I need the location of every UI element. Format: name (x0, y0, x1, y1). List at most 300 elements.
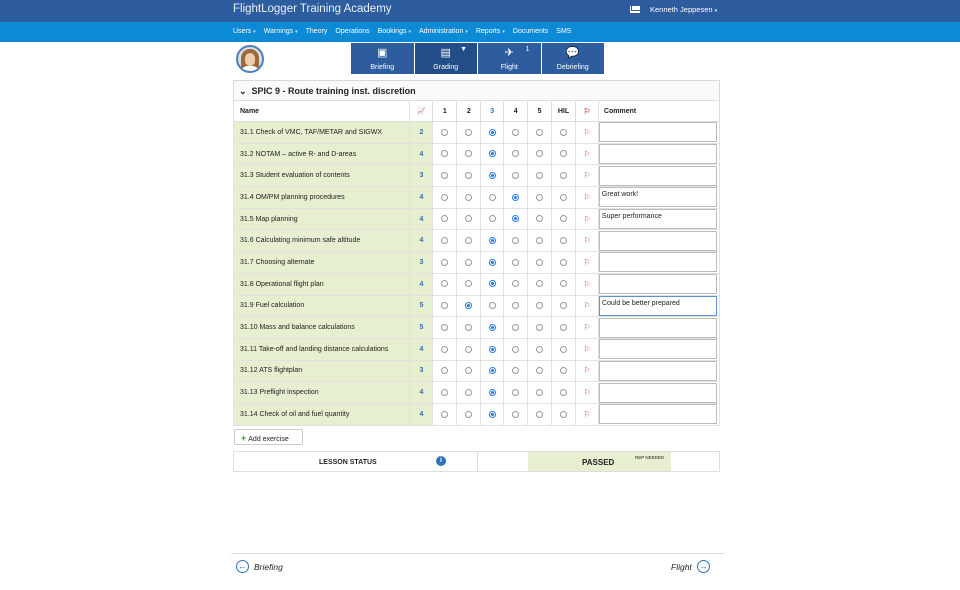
top-bar (0, 0, 960, 22)
comment-input[interactable]: Could be better prepared (599, 296, 717, 316)
hil-cell (552, 143, 576, 165)
comment-cell (598, 208, 719, 230)
table-row (234, 230, 720, 252)
grade-1-cell (433, 187, 457, 209)
hil-cell (552, 317, 576, 339)
grade-4-cell (504, 230, 528, 252)
flag-icon[interactable]: ⚐ (583, 279, 591, 289)
hil-cell (552, 403, 576, 425)
step-label: Debriefing (556, 64, 589, 71)
col-grade-2: 2 (457, 101, 481, 122)
status-passed[interactable] (528, 452, 671, 471)
chart-icon: 📈 (417, 108, 426, 115)
col-grade-3: 3 (481, 101, 504, 122)
table-row (234, 360, 720, 382)
lesson-status-label: LESSON STATUS (319, 459, 377, 466)
grade-1-radio[interactable] (441, 411, 448, 418)
grade-2-cell (457, 187, 481, 209)
grade-4-cell (504, 382, 528, 404)
flag-icon[interactable]: ⚐ (583, 409, 591, 419)
grade-4-radio[interactable] (512, 215, 519, 222)
comment-input[interactable] (599, 383, 717, 403)
chevron-down-icon: ▾ (502, 29, 505, 35)
grade-2-cell (457, 208, 481, 230)
grade-4-radio[interactable] (512, 150, 519, 157)
col-hil: HIL (552, 101, 576, 122)
nav-documents[interactable]: Documents (512, 28, 549, 35)
col-grade-5: 5 (528, 101, 552, 122)
comment-cell (598, 165, 719, 187)
hil-cell (552, 122, 576, 144)
grade-1-cell (433, 360, 457, 382)
grade-5-radio[interactable] (536, 411, 543, 418)
arrow-left-icon: ← (238, 561, 247, 571)
grade-2-radio[interactable] (465, 411, 472, 418)
lesson-status-bar (233, 451, 720, 472)
grade-3-radio[interactable] (489, 302, 496, 309)
grade-3-radio[interactable] (489, 346, 496, 353)
grade-2-radio[interactable] (465, 129, 472, 136)
hil-cell (552, 187, 576, 209)
grade-5-radio[interactable] (536, 324, 543, 331)
nav-operations[interactable]: Operations (335, 28, 370, 35)
step-label: Flight (500, 64, 518, 71)
exercise-name: 31.6 Calculating minimum safe altitude (234, 230, 410, 252)
grade-2-radio[interactable] (465, 302, 472, 309)
flag-cell (575, 338, 598, 360)
hil-radio[interactable] (560, 346, 567, 353)
comment-input[interactable]: Super performance (599, 209, 717, 229)
grade-3-cell (481, 143, 504, 165)
grade-5-cell (528, 143, 552, 165)
grade-4-cell (504, 273, 528, 295)
flight-count-badge: 1 (525, 46, 530, 53)
grade-3-radio[interactable] (489, 411, 496, 418)
grade-3-radio[interactable] (489, 129, 496, 136)
grade-2-cell (457, 295, 481, 317)
table-row (234, 273, 720, 295)
prev-briefing-link[interactable] (236, 560, 283, 573)
table-row (234, 165, 720, 187)
exercise-name: 31.12 ATS flightplan (234, 360, 410, 382)
flag-cell (575, 360, 598, 382)
grade-4-cell (504, 295, 528, 317)
grade-1-radio[interactable] (441, 172, 448, 179)
col-name: Name (234, 101, 410, 122)
table-row (234, 252, 720, 274)
grade-3-cell (481, 273, 504, 295)
flag-icon[interactable]: ⚐ (583, 323, 591, 333)
user-menu[interactable] (650, 5, 717, 14)
table-row (234, 208, 720, 230)
grade-4-cell (504, 338, 528, 360)
comment-input[interactable] (599, 318, 717, 338)
grade-4-radio[interactable] (512, 389, 519, 396)
grade-1-cell (433, 338, 457, 360)
flag-cell (575, 403, 598, 425)
grade-4-radio[interactable] (512, 172, 519, 179)
grade-5-cell (528, 122, 552, 144)
grade-4-cell (504, 252, 528, 274)
hil-radio[interactable] (560, 194, 567, 201)
step-label: Grading (433, 64, 459, 71)
grade-3-cell (481, 165, 504, 187)
hil-cell (552, 295, 576, 317)
average-grade: 3 (410, 165, 433, 187)
grade-5-radio[interactable] (536, 367, 543, 374)
hil-radio[interactable] (560, 411, 567, 418)
grade-2-cell (457, 165, 481, 187)
hil-cell (552, 382, 576, 404)
comment-input[interactable] (599, 339, 717, 359)
comment-cell (598, 252, 719, 274)
add-exercise-button[interactable] (234, 429, 303, 445)
grade-3-cell (481, 317, 504, 339)
grade-5-radio[interactable] (536, 172, 543, 179)
average-grade: 4 (410, 338, 433, 360)
flag-icon[interactable]: ⚐ (583, 388, 591, 398)
grade-5-radio[interactable] (536, 389, 543, 396)
exercise-name: 31.7 Choosing alternate (234, 252, 410, 274)
grade-2-cell (457, 252, 481, 274)
grade-4-cell (504, 143, 528, 165)
grade-5-radio[interactable] (536, 237, 543, 244)
comment-input[interactable] (599, 166, 717, 186)
grade-4-cell (504, 165, 528, 187)
grade-3-radio[interactable] (489, 259, 496, 266)
grade-4-cell (504, 403, 528, 425)
grade-5-radio[interactable] (536, 280, 543, 287)
exercise-name: 31.2 NOTAM – active R- and D-areas (234, 143, 410, 165)
lesson-steps (351, 43, 604, 74)
grade-2-radio[interactable] (465, 215, 472, 222)
nav-theory[interactable]: Theory (305, 28, 328, 35)
grade-1-cell (433, 122, 457, 144)
nav-administration[interactable]: Administration ▾ (418, 28, 468, 35)
grade-1-radio[interactable] (441, 129, 448, 136)
flag-cell (575, 382, 598, 404)
average-grade: 4 (410, 403, 433, 425)
comment-input[interactable] (599, 144, 717, 164)
exercise-name: 31.10 Mass and balance calculations (234, 317, 410, 339)
grade-3-radio[interactable] (489, 280, 496, 287)
step-label: Briefing (370, 64, 395, 71)
chevron-down-icon: ▾ (295, 29, 298, 35)
exercise-name: 31.13 Preflight inspection (234, 382, 410, 404)
grade-1-radio[interactable] (441, 194, 448, 201)
hil-radio[interactable] (560, 259, 567, 266)
step-debriefing[interactable] (542, 43, 605, 74)
hil-cell (552, 360, 576, 382)
grade-4-radio[interactable] (512, 237, 519, 244)
grade-3-radio[interactable] (489, 172, 496, 179)
grade-3-radio[interactable] (489, 194, 496, 201)
table-row (234, 338, 720, 360)
table-row (234, 295, 720, 317)
grade-2-radio[interactable] (465, 150, 472, 157)
exercise-name: 31.1 Check of VMC, TAF/METAR and SIGWX (234, 122, 410, 144)
grade-4-radio[interactable] (512, 259, 519, 266)
grade-2-cell (457, 122, 481, 144)
comment-input[interactable] (599, 231, 717, 251)
grade-2-radio[interactable] (465, 259, 472, 266)
grade-5-radio[interactable] (536, 346, 543, 353)
nav-sms[interactable]: SMS (556, 28, 572, 35)
average-grade: 4 (410, 208, 433, 230)
grade-1-radio[interactable] (441, 324, 448, 331)
flag-cell (575, 230, 598, 252)
flag-icon[interactable]: ⚐ (583, 214, 591, 224)
table-row (234, 317, 720, 339)
status-note: REP NEEDED (635, 455, 665, 460)
grade-4-cell (504, 317, 528, 339)
grade-2-radio[interactable] (465, 237, 472, 244)
grade-2-cell (457, 382, 481, 404)
hil-cell (552, 165, 576, 187)
lesson-header[interactable] (233, 80, 720, 100)
comment-input[interactable] (599, 252, 717, 272)
average-grade: 3 (410, 252, 433, 274)
exercise-name: 31.11 Take-off and landing distance calculations (234, 338, 410, 360)
grade-3-cell (481, 208, 504, 230)
comment-cell (598, 187, 719, 209)
grade-2-cell (457, 338, 481, 360)
comment-cell (598, 317, 719, 339)
briefing-icon: ▣ (377, 47, 388, 59)
grade-4-radio[interactable] (512, 367, 519, 374)
app-title: FlightLogger Training Academy (233, 3, 392, 15)
grade-5-cell (528, 273, 552, 295)
grade-4-radio[interactable] (512, 302, 519, 309)
grade-5-cell (528, 338, 552, 360)
flag-icon[interactable]: ⚐ (583, 257, 591, 267)
grade-2-cell (457, 143, 481, 165)
flag-cell (575, 208, 598, 230)
comment-input[interactable] (599, 274, 717, 294)
nav-reports[interactable]: Reports ▾ (475, 28, 505, 35)
comment-input[interactable] (599, 361, 717, 381)
grade-4-radio[interactable] (512, 280, 519, 287)
hil-radio[interactable] (560, 172, 567, 179)
hil-cell (552, 273, 576, 295)
grade-1-cell (433, 295, 457, 317)
grade-1-radio[interactable] (441, 150, 448, 157)
prev-label: Briefing (254, 561, 283, 572)
grade-1-radio[interactable] (441, 215, 448, 222)
grade-1-radio[interactable] (441, 302, 448, 309)
grade-2-radio[interactable] (465, 194, 472, 201)
grade-3-cell (481, 187, 504, 209)
hil-radio[interactable] (560, 302, 567, 309)
grade-4-radio[interactable] (512, 324, 519, 331)
grade-1-cell (433, 317, 457, 339)
grade-5-radio[interactable] (536, 215, 543, 222)
hil-radio[interactable] (560, 280, 567, 287)
grade-1-cell (433, 403, 457, 425)
grade-4-cell (504, 122, 528, 144)
grade-5-cell (528, 208, 552, 230)
flag-icon[interactable]: ⚐ (583, 171, 591, 181)
step-flight[interactable] (478, 43, 542, 74)
grade-1-cell (433, 273, 457, 295)
average-grade: 5 (410, 295, 433, 317)
exercise-name: 31.4 OM/PM planning procedures (234, 187, 410, 209)
average-grade: 5 (410, 317, 433, 339)
grade-5-cell (528, 317, 552, 339)
grade-4-radio[interactable] (512, 346, 519, 353)
hil-radio[interactable] (560, 129, 567, 136)
comment-cell (598, 338, 719, 360)
grade-1-cell (433, 143, 457, 165)
grade-2-radio[interactable] (465, 367, 472, 374)
filter-icon[interactable]: ▼ (460, 46, 467, 53)
grade-3-cell (481, 122, 504, 144)
nav-bookings[interactable]: Bookings ▾ (377, 28, 411, 35)
grade-2-cell (457, 317, 481, 339)
envelope-icon[interactable] (630, 6, 640, 13)
flag-icon[interactable]: ⚐ (583, 192, 591, 202)
nav-warnings[interactable]: Warnings ▾ (263, 28, 298, 35)
grade-1-radio[interactable] (441, 346, 448, 353)
next-flight-link[interactable] (671, 560, 710, 573)
lesson-card (233, 80, 720, 426)
exercise-name: 31.9 Fuel calculation (234, 295, 410, 317)
hil-radio[interactable] (560, 367, 567, 374)
comment-input[interactable]: Great work! (599, 187, 717, 207)
main-nav (0, 22, 960, 42)
table-row (234, 382, 720, 404)
comment-cell (598, 230, 719, 252)
flag-icon[interactable]: ⚐ (583, 127, 591, 137)
grade-3-radio[interactable] (489, 367, 496, 374)
grade-5-cell (528, 252, 552, 274)
comment-input[interactable] (599, 404, 717, 424)
hil-radio[interactable] (560, 215, 567, 222)
hil-cell (552, 230, 576, 252)
grade-4-radio[interactable] (512, 194, 519, 201)
grade-2-radio[interactable] (465, 172, 472, 179)
grade-3-cell (481, 382, 504, 404)
grade-2-radio[interactable] (465, 346, 472, 353)
col-trend (410, 101, 433, 122)
grade-5-radio[interactable] (536, 302, 543, 309)
grade-3-radio[interactable] (489, 150, 496, 157)
step-grading[interactable] (415, 43, 479, 74)
grade-3-radio[interactable] (489, 324, 496, 331)
grade-5-cell (528, 360, 552, 382)
grade-2-cell (457, 273, 481, 295)
average-grade: 3 (410, 360, 433, 382)
table-row (234, 143, 720, 165)
grade-5-radio[interactable] (536, 150, 543, 157)
info-icon[interactable]: i (436, 456, 446, 466)
grade-1-cell (433, 230, 457, 252)
hil-radio[interactable] (560, 324, 567, 331)
grade-1-radio[interactable] (441, 367, 448, 374)
user-area[interactable] (630, 5, 717, 14)
chevron-down-icon: ▾ (465, 29, 468, 35)
grade-2-cell (457, 403, 481, 425)
chevron-down-icon[interactable]: ⌄ (239, 86, 247, 96)
comment-cell (598, 360, 719, 382)
exercise-name: 31.5 Map planning (234, 208, 410, 230)
flag-icon[interactable]: ⚐ (583, 301, 591, 311)
chevron-down-icon: ▾ (253, 29, 256, 35)
add-exercise-label: Add exercise (248, 436, 289, 443)
clipboard-icon: ▤ (440, 47, 451, 59)
avatar[interactable] (236, 45, 264, 73)
flag-icon[interactable]: ⚐ (583, 366, 591, 376)
nav-users[interactable]: Users ▾ (233, 28, 256, 35)
grade-3-radio[interactable] (489, 237, 496, 244)
grade-5-radio[interactable] (536, 194, 543, 201)
grade-5-cell (528, 382, 552, 404)
step-briefing[interactable] (351, 43, 415, 74)
grade-2-cell (457, 230, 481, 252)
flag-icon[interactable]: ⚐ (583, 344, 591, 354)
hil-radio[interactable] (560, 237, 567, 244)
exercise-name: 31.3 Student evaluation of contents (234, 165, 410, 187)
flag-icon[interactable]: ⚐ (583, 236, 591, 246)
plus-icon: + (241, 433, 247, 443)
flag-cell (575, 122, 598, 144)
grade-5-radio[interactable] (536, 259, 543, 266)
grade-1-cell (433, 208, 457, 230)
grade-3-radio[interactable] (489, 389, 496, 396)
grade-3-cell (481, 403, 504, 425)
flag-cell (575, 317, 598, 339)
chevron-down-icon: ▾ (714, 8, 718, 14)
table-row (234, 403, 720, 425)
grade-1-radio[interactable] (441, 280, 448, 287)
hil-radio[interactable] (560, 150, 567, 157)
flag-cell (575, 295, 598, 317)
grade-3-radio[interactable] (489, 215, 496, 222)
average-grade: 4 (410, 187, 433, 209)
grade-4-radio[interactable] (512, 129, 519, 136)
grade-5-radio[interactable] (536, 129, 543, 136)
chevron-down-icon: ▾ (408, 29, 411, 35)
flag-icon[interactable]: ⚐ (583, 149, 591, 159)
comment-input[interactable] (599, 122, 717, 142)
arrow-right-icon: → (698, 561, 708, 571)
hil-cell (552, 252, 576, 274)
grade-1-cell (433, 165, 457, 187)
exercise-name: 31.8 Operational flight plan (234, 273, 410, 295)
status-value: PASSED (582, 458, 615, 467)
grade-1-radio[interactable] (441, 237, 448, 244)
hil-radio[interactable] (560, 389, 567, 396)
grade-1-radio[interactable] (441, 389, 448, 396)
grade-3-cell (481, 230, 504, 252)
grade-1-radio[interactable] (441, 259, 448, 266)
grade-4-cell (504, 360, 528, 382)
comment-cell (598, 403, 719, 425)
col-flag (575, 101, 598, 122)
exercise-name: 31.14 Check of oil and fuel quantity (234, 403, 410, 425)
grade-2-radio[interactable] (465, 389, 472, 396)
grade-4-radio[interactable] (512, 411, 519, 418)
grade-1-cell (433, 252, 457, 274)
chat-icon: 💬 (565, 47, 580, 59)
comment-cell (598, 143, 719, 165)
hil-cell (552, 338, 576, 360)
grade-2-radio[interactable] (465, 280, 472, 287)
grade-2-radio[interactable] (465, 324, 472, 331)
grade-3-cell (481, 295, 504, 317)
col-grade-4: 4 (504, 101, 528, 122)
next-label: Flight (671, 561, 692, 572)
